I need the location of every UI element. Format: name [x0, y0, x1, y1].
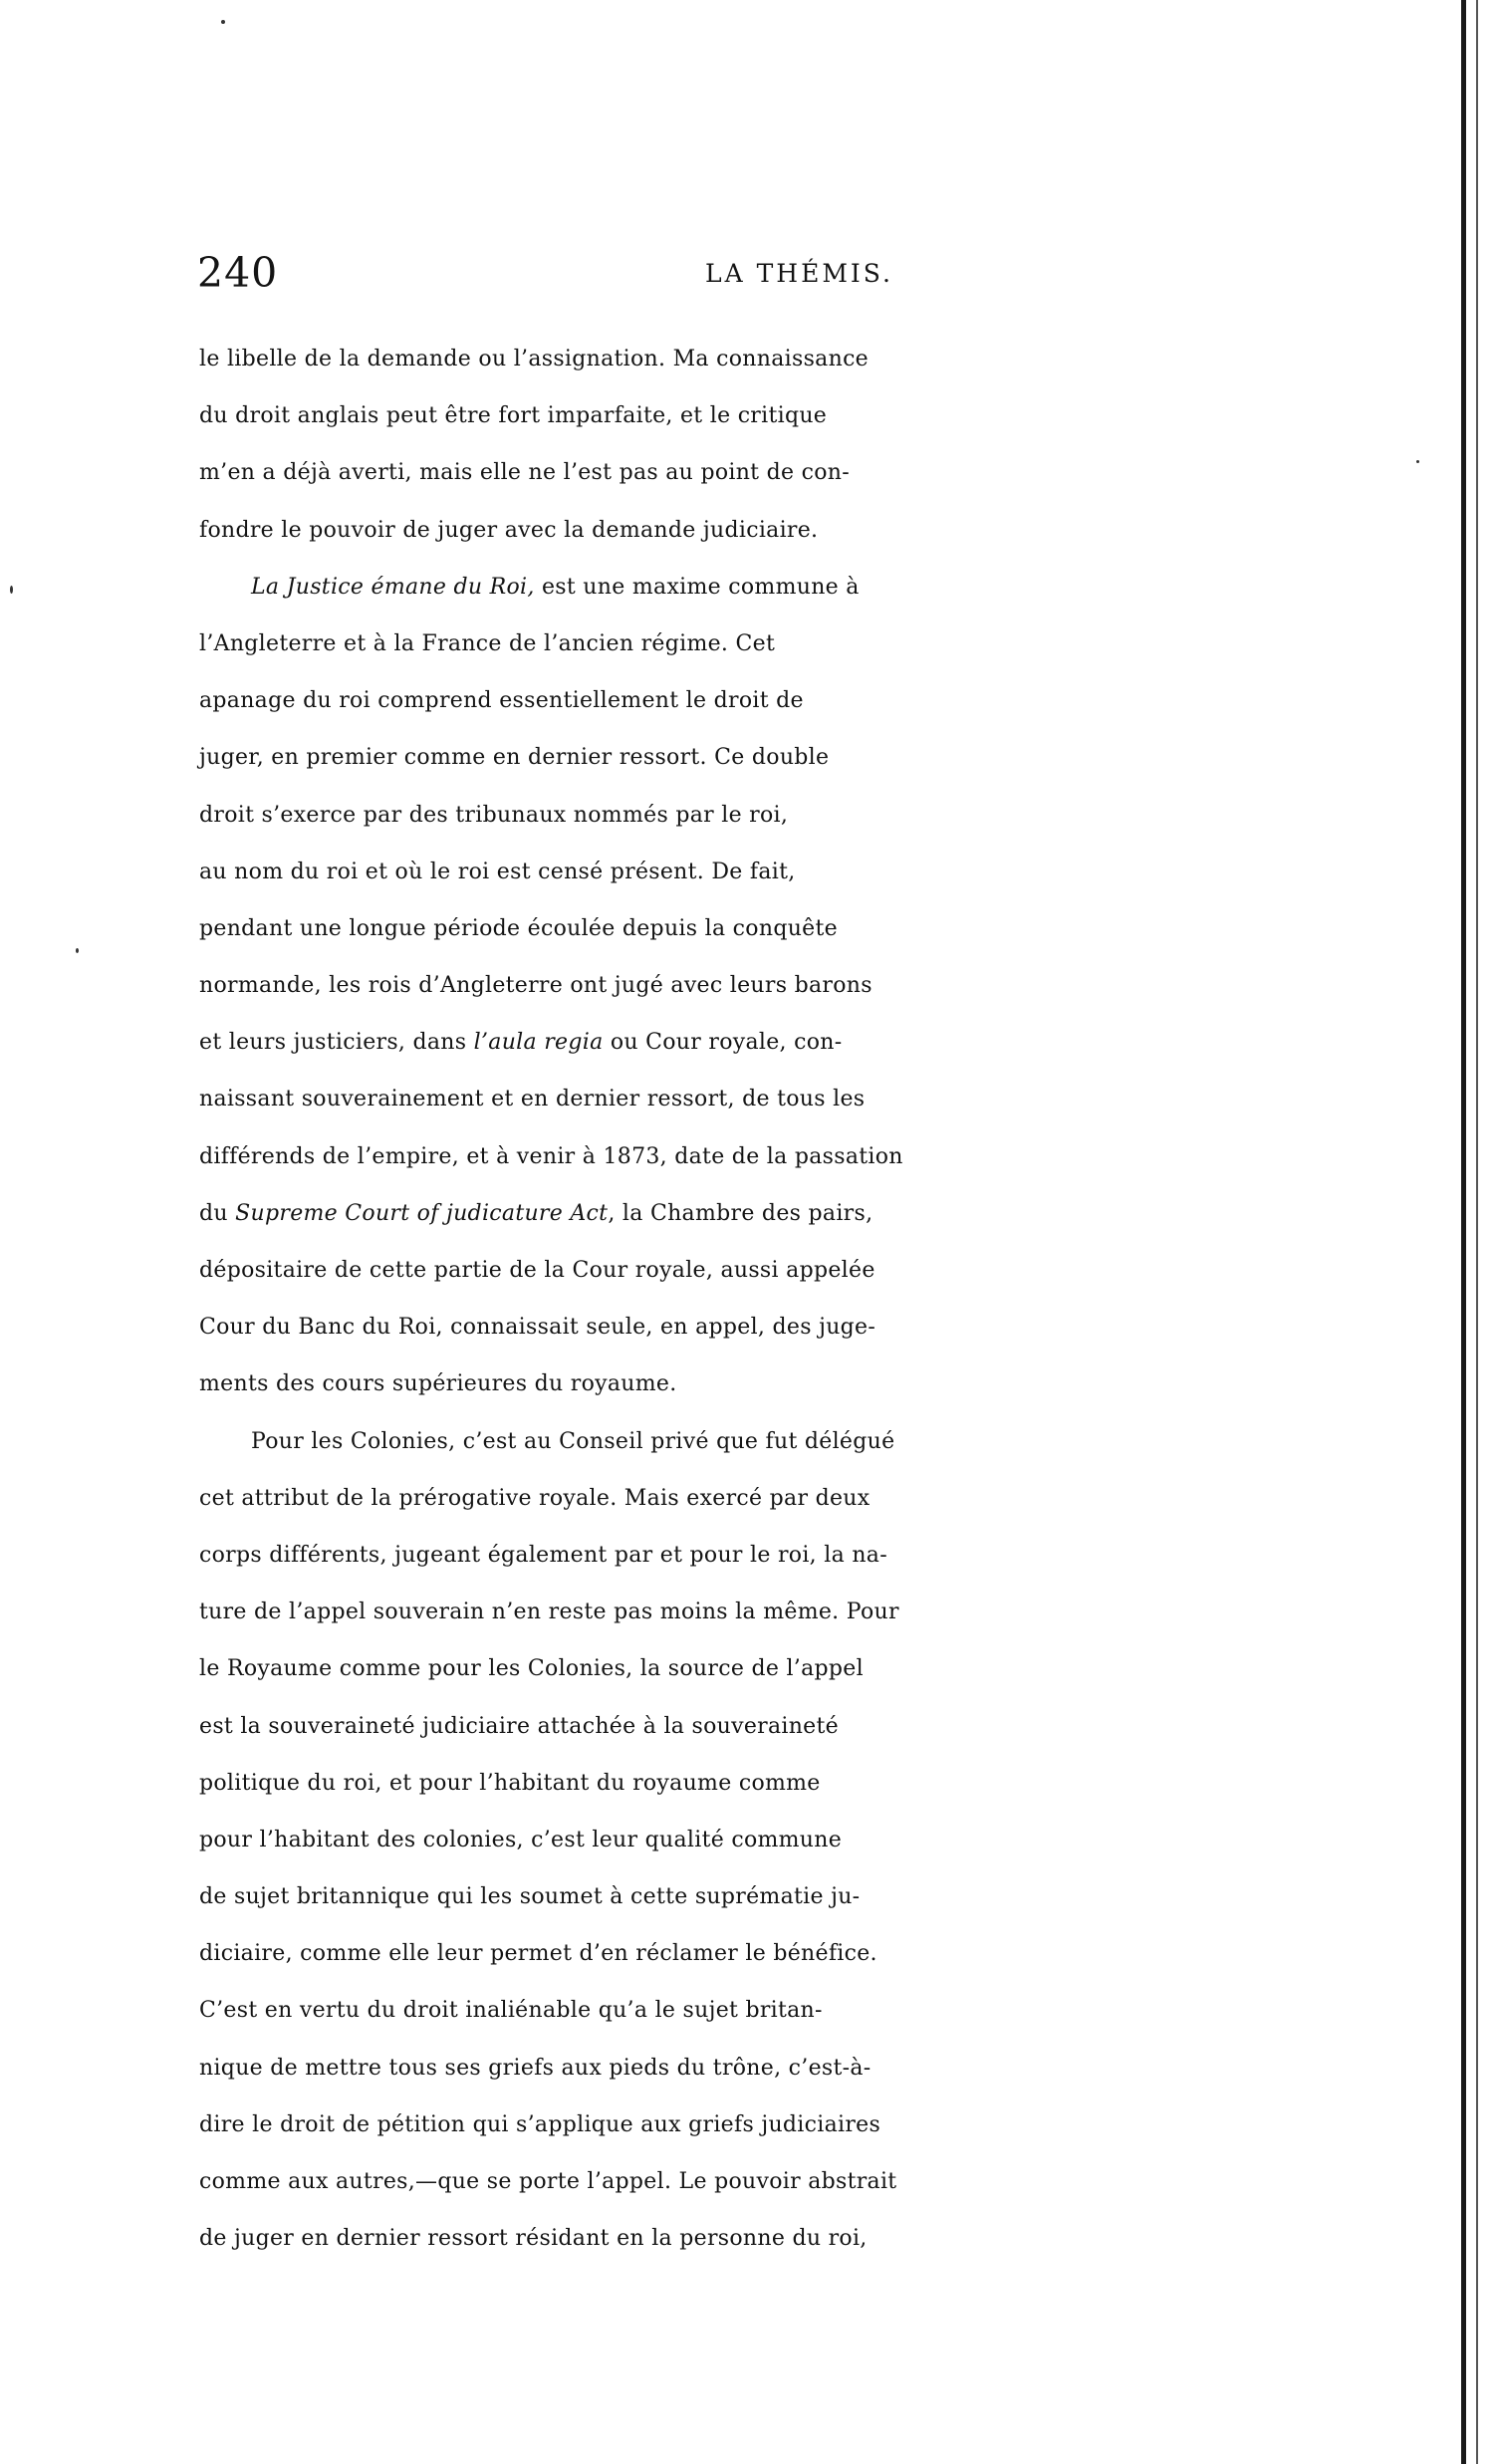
text-line: le libelle de la demande ou l’assignation. Ma connaissance: [199, 347, 870, 371]
text-line: Pour les Colonies, c’est au Conseil privé que fut délégué: [251, 1428, 895, 1454]
page-number: 240: [197, 249, 279, 297]
text-fragment: et leurs justiciers, dans: [199, 1030, 467, 1056]
text-line: de juger en dernier ressort résidant en la personne du roi,: [199, 2226, 868, 2252]
page-binding-edge: [1461, 0, 1466, 2464]
text-fragment: du: [199, 1200, 228, 1226]
italic-maxim: La Justice émane du Roi,: [251, 574, 535, 600]
text-line: [199, 1185, 1394, 1242]
text-line: est la souveraineté judiciaire attachée à la souveraineté: [199, 1713, 839, 1739]
text-line: normande, les rois d’Angleterre ont jugé avec leurs barons: [199, 973, 873, 999]
scan-speck: [1416, 460, 1419, 463]
text-line: pendant une longue période écoulée depuis la conquête: [199, 915, 838, 941]
scan-speck: [221, 20, 225, 24]
text-line: du droit anglais peut être fort imparfaite, et le critique: [199, 403, 828, 429]
text-line: pour l’habitant des colonies, c’est leur qualité commune: [199, 1827, 843, 1852]
text-line: l’Angleterre et à la France de l’ancien régime. Cet: [199, 630, 776, 656]
page-binding-edge-inner: [1476, 0, 1478, 2464]
text-line: C’est en vertu du droit inaliénable qu’a le sujet britan-: [199, 1998, 823, 2024]
paragraph-3: [199, 1413, 1394, 2268]
italic-act-title: Supreme Court of judicature Act: [235, 1200, 609, 1226]
italic-aula-regia: l’aula regia: [473, 1030, 604, 1056]
text-line: nique de mettre tous ses griefs aux pieds du trône, c’est-à-: [199, 2055, 872, 2081]
text-line: Cour du Banc du Roi, connaissait seule, en appel, des juge-: [199, 1315, 876, 1341]
scan-speck: [10, 586, 13, 594]
text-line: droit s’exerce par des tribunaux nommés par le roi,: [199, 802, 789, 828]
text-line: dire le droit de pétition qui s’applique aux griefs judiciaires: [199, 2111, 881, 2137]
text-line: cet attribut de la prérogative royale. Mais exercé par deux: [199, 1485, 871, 1511]
text-fragment: , la Chambre des pairs,: [608, 1200, 873, 1226]
text-line: [199, 1014, 1394, 1071]
running-head: LA THÉMIS.: [705, 259, 893, 288]
text-line: dépositaire de cette partie de la Cour royale, aussi appelée: [199, 1258, 875, 1283]
text-line: apanage du roi comprend essentiellement le droit de: [199, 688, 804, 714]
text-line: comme aux autres,—que se porte l’appel. Le pouvoir abstrait: [199, 2169, 897, 2194]
text-line: ments des cours supérieures du royaume.: [199, 1371, 677, 1397]
text-line: le Royaume comme pour les Colonies, la source de l’appel: [199, 1656, 864, 1682]
body-text: [199, 331, 1394, 2267]
text-line: au nom du roi et où le roi est censé présent. De fait,: [199, 859, 796, 884]
text-line: ture de l’appel souverain n’en reste pas moins la même. Pour: [199, 1600, 899, 1625]
paragraph-2: [199, 559, 1394, 1413]
text-line: corps différents, jugeant également par et pour le roi, la na-: [199, 1542, 887, 1568]
text-line: diciaire, comme elle leur permet d’en réclamer le bénéfice.: [199, 1941, 877, 1967]
paragraph-1: [199, 331, 1394, 559]
text-line: naissant souverainement et en dernier ressort, de tous les: [199, 1087, 866, 1112]
text-line: [199, 559, 1394, 616]
text-line: juger, en premier comme en dernier ressort. Ce double: [199, 745, 830, 771]
text-line: fondre le pouvoir de juger avec la demande judiciaire.: [199, 517, 819, 543]
text-line: de sujet britannique qui les soumet à cette suprématie ju-: [199, 1884, 861, 1910]
scan-speck: [76, 948, 79, 953]
text-line: m’en a déjà averti, mais elle ne l’est pas au point de con-: [199, 460, 850, 486]
text-fragment: est une maxime commune à: [541, 574, 860, 600]
page-header: [197, 249, 1392, 299]
text-fragment: ou Cour royale, con-: [610, 1030, 843, 1056]
text-line: politique du roi, et pour l’habitant du royaume comme: [199, 1770, 821, 1796]
text-line: différends de l’empire, et à venir à 1873, date de la passation: [199, 1143, 903, 1169]
